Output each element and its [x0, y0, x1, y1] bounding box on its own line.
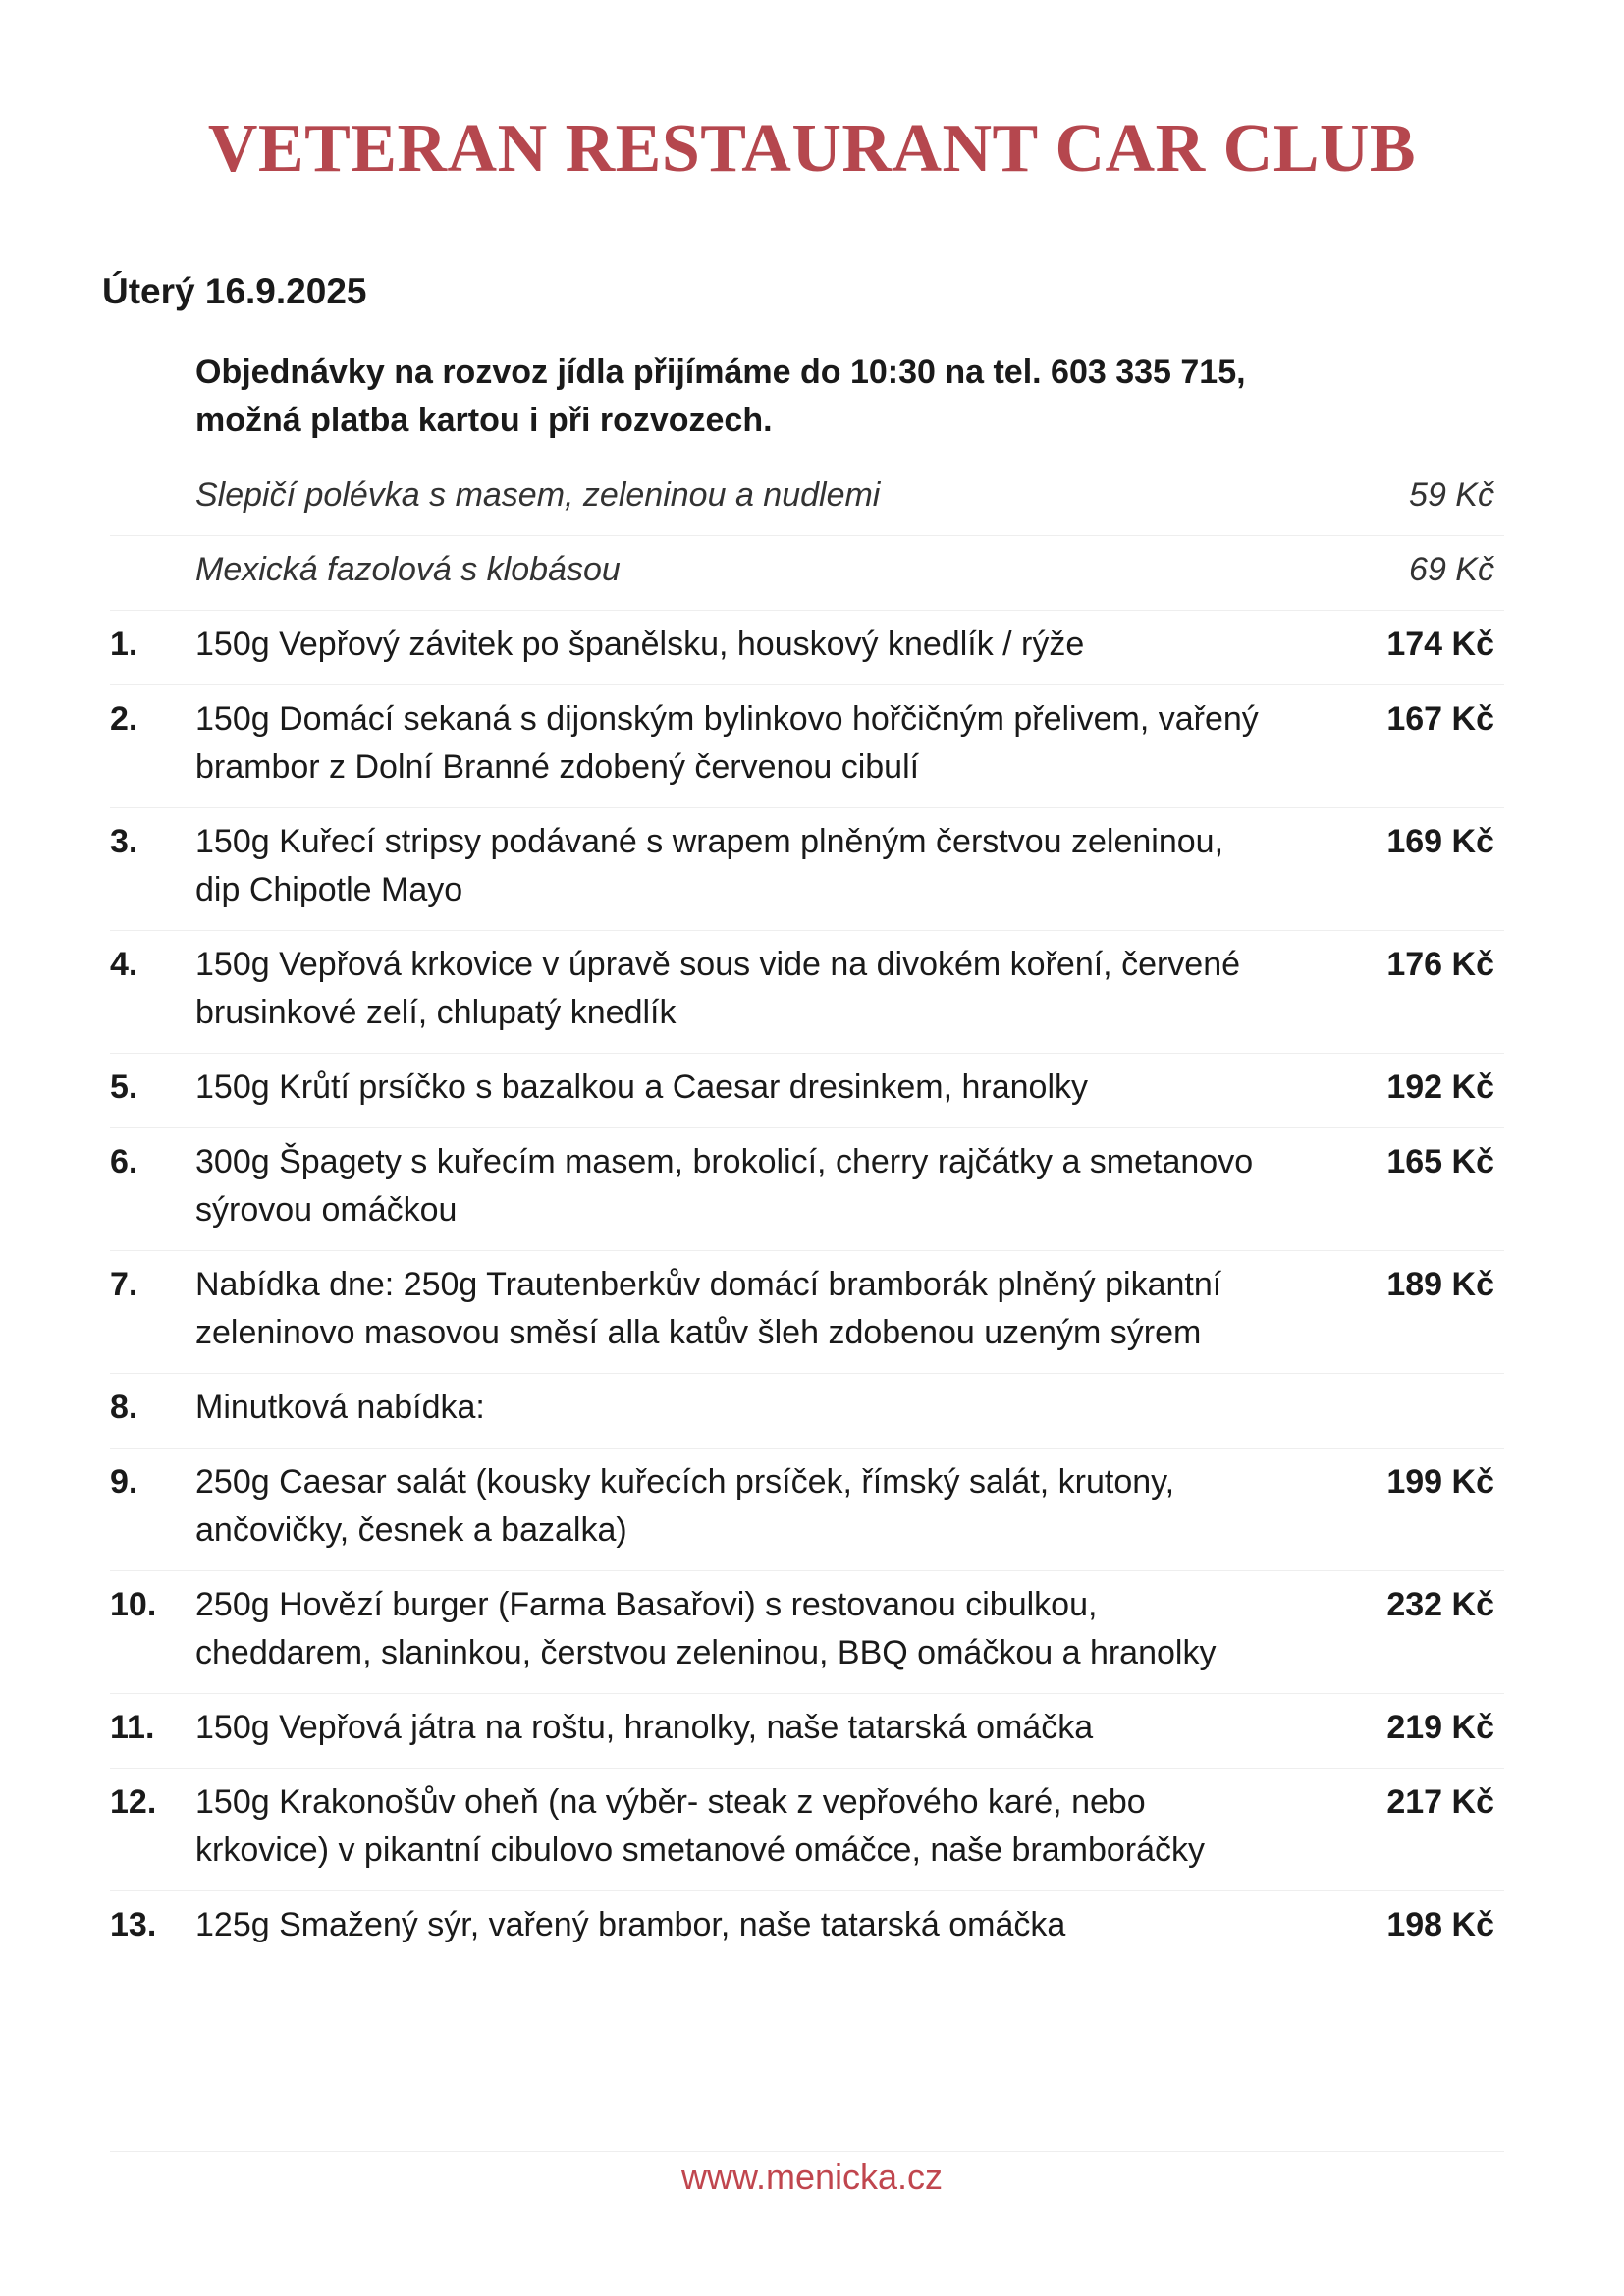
item-name: 250g Caesar salát (kousky kuřecích prsíček, římský salát, krutony, ančovičky, česnek a bazalka) [195, 1463, 1175, 1549]
soup-name: Slepičí polévka s masem, zeleninou a nudlemi [195, 476, 881, 514]
item-price: 232 Kč [1386, 1586, 1494, 1623]
item-price: 169 Kč [1386, 823, 1494, 860]
menu-item [110, 1127, 1504, 1250]
menu-item [110, 1890, 1504, 1965]
item-number: 5. [110, 1068, 138, 1106]
soup-price: 69 Kč [1409, 551, 1494, 588]
item-number: 4. [110, 946, 138, 983]
item-price: 165 Kč [1386, 1143, 1494, 1180]
soup-row [110, 462, 1504, 535]
item-name: 250g Hovězí burger (Farma Basařovi) s restovanou cibulkou, cheddarem, slaninkou, čerstvou zeleninou, BBQ omáčkou a hranolky [195, 1586, 1217, 1671]
menu-item [110, 610, 1504, 684]
menu-item [110, 1570, 1504, 1693]
item-number: 12. [110, 1783, 157, 1821]
item-name: 150g Domácí sekaná s dijonským bylinkovo hořčičným přelivem, vařený brambor z Dolní Branné zdobený červenou cibulí [195, 700, 1259, 786]
item-number: 7. [110, 1266, 138, 1303]
item-name: 150g Krakonošův oheň (na výběr- steak z vepřového karé, nebo krkovice) v pikantní cibulovo smetanové omáčce, naše bramboráčky [195, 1783, 1206, 1869]
delivery-note: Objednávky na rozvoz jídla přijímáme do 10:30 na tel. 603 335 715, možná platba kartou i při rozvozech. [195, 354, 1246, 439]
menu-item [110, 1693, 1504, 1768]
item-number: 6. [110, 1143, 138, 1180]
soup-price: 59 Kč [1409, 476, 1494, 514]
menu-date: Úterý 16.9.2025 [102, 271, 367, 311]
item-name: 125g Smažený sýr, vařený brambor, naše tatarská omáčka [195, 1906, 1066, 1943]
item-price: 217 Kč [1386, 1783, 1494, 1821]
item-price: 174 Kč [1386, 626, 1494, 663]
item-number: 13. [110, 1906, 157, 1943]
item-price: 176 Kč [1386, 946, 1494, 983]
item-name: Minutková nabídka: [195, 1389, 485, 1426]
item-price: 199 Kč [1386, 1463, 1494, 1501]
item-name: 150g Krůtí prsíčko s bazalkou a Caesar dresinkem, hranolky [195, 1068, 1089, 1106]
item-number: 1. [110, 626, 138, 663]
item-name: Nabídka dne: 250g Trautenberkův domácí bramborák plněný pikantní zeleninovo masovou směsí alla katův šleh zdobenou uzeným sýrem [195, 1266, 1222, 1351]
item-number: 2. [110, 700, 138, 738]
item-price: 192 Kč [1386, 1068, 1494, 1106]
item-number: 8. [110, 1389, 138, 1426]
menu-item [110, 684, 1504, 807]
item-name: 150g Vepřová krkovice v úpravě sous vide na divokém koření, červené brusinkové zelí, chlupatý knedlík [195, 946, 1241, 1031]
item-price: 219 Kč [1386, 1709, 1494, 1746]
item-name: 150g Vepřový závitek po španělsku, houskový knedlík / rýže [195, 626, 1085, 663]
menu-item [110, 807, 1504, 930]
item-price: 189 Kč [1386, 1266, 1494, 1303]
item-number: 10. [110, 1586, 157, 1623]
soup-row [110, 535, 1504, 610]
item-name: 300g Špagety s kuřecím masem, brokolicí, cherry rajčátky a smetanovo sýrovou omáčkou [195, 1143, 1254, 1229]
menu-item [110, 1373, 1504, 1448]
footer-divider [110, 2151, 1504, 2152]
menu-item [110, 1250, 1504, 1373]
soup-name: Mexická fazolová s klobásou [195, 551, 621, 588]
menu-item [110, 1053, 1504, 1127]
item-name: 150g Kuřecí stripsy podávané s wrapem plněným čerstvou zeleninou, dip Chipotle Mayo [195, 823, 1224, 908]
menu-item [110, 1768, 1504, 1890]
item-number: 9. [110, 1463, 138, 1501]
page-title: VETERAN RESTAURANT CAR CLUB [207, 111, 1417, 187]
item-name: 150g Vepřová játra na roštu, hranolky, naše tatarská omáčka [195, 1709, 1094, 1746]
item-price: 198 Kč [1386, 1906, 1494, 1943]
item-number: 11. [110, 1709, 155, 1746]
menu-item [110, 930, 1504, 1053]
menu-item [110, 1448, 1504, 1570]
item-price: 167 Kč [1386, 700, 1494, 738]
item-number: 3. [110, 823, 138, 860]
menu-list [110, 462, 1504, 1965]
footer-url[interactable]: www.menicka.cz [680, 2157, 944, 2197]
